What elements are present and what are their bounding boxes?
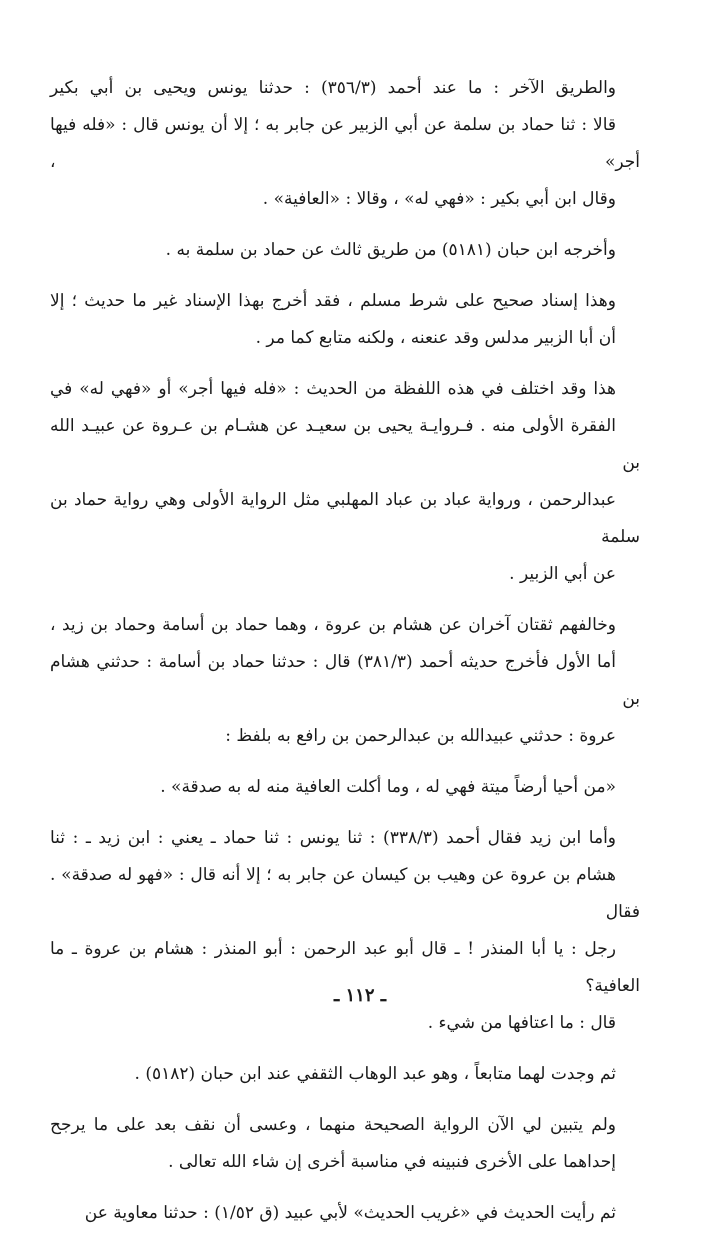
text-line: وهذا إسناد صحيح على شرط مسلم ، فقد أخرج بهذا الإسناد غير ما حديث ؛ إلا bbox=[50, 291, 616, 311]
text-line: رجل : يا أبا المنذر ! ـ قال أبو عبد الرحمن : أبو المنذر : هشام بن عروة ـ ما العافية؟ bbox=[50, 939, 640, 996]
text-line: قالا : ثنا حماد بن سلمة عن أبي الزبير عن جابر به ؛ إلا أن يونس قال : «فله فيها أجر» ، bbox=[50, 115, 640, 172]
paragraph-7 bbox=[50, 820, 640, 1042]
text-line: أما الأول فأخرج حديثه أحمد (٣٨١/٣) قال : حدثنا حماد بن أسامة : حدثني هشام بن bbox=[50, 652, 640, 709]
text-line: قال : ما اعتافها من شيء . bbox=[427, 1013, 616, 1033]
paragraph-6-quote bbox=[50, 769, 640, 806]
paragraph-8 bbox=[50, 1056, 640, 1093]
paragraph-4 bbox=[50, 371, 640, 593]
paragraph-3 bbox=[50, 283, 640, 357]
text-line: ولم يتبين لي الآن الرواية الصحيحة منهما ، وعسى أن نقف بعد على ما يرجح bbox=[50, 1115, 616, 1135]
text-line: وأخرجه ابن حبان (٥١٨١) من طريق ثالث عن حماد بن سلمة به . bbox=[165, 240, 616, 260]
text-line: وخالفهم ثقتان آخران عن هشام بن عروة ، وهما حماد بن أسامة وحماد بن زيد ، bbox=[50, 615, 616, 635]
body-text bbox=[50, 70, 640, 1246]
paragraph-5 bbox=[50, 607, 640, 755]
text-line: وقال ابن أبي بكير : «فهي له» ، وقالا : «العافية» . bbox=[262, 189, 616, 209]
text-line: أن أبا الزبير مدلس وقد عنعنه ، ولكنه متابع كما مر . bbox=[255, 328, 616, 348]
text-line: هشام بن عروة عن وهيب بن كيسان عن جابر به ؛ إلا أنه قال : «فهو له صدقة» . فقال bbox=[50, 865, 640, 922]
text-line: عن أبي الزبير . bbox=[509, 564, 616, 584]
text-line: عبدالرحمن ، ورواية عباد بن عباد المهلبي مثل الرواية الأولى وهي رواية حماد بن سلمة bbox=[50, 490, 640, 547]
paragraph-10 bbox=[50, 1195, 640, 1232]
text-line: الفقرة الأولى منه . فـروايـة يحيى بن سعيـد عن هشـام بن عـروة عن عبيـد الله بن bbox=[50, 416, 640, 473]
text-line: وأما ابن زيد فقال أحمد (٣٣٨/٣) : ثنا يونس : ثنا حماد ـ يعني : ابن زيد ـ : ثنا bbox=[50, 828, 617, 848]
text-line: هذا وقد اختلف في هذه اللفظة من الحديث : «فله فيها أجر» أو «فهي له» في bbox=[50, 379, 616, 399]
text-line: والطريق الآخر : ما عند أحمد (٣٥٦/٣) : حدثنا يونس ويحيى بن أبي بكير bbox=[50, 78, 616, 98]
text-line: «من أحيا أرضاً ميتة فهي له ، وما أكلت العافية منه له به صدقة» . bbox=[160, 777, 616, 797]
paragraph-1 bbox=[50, 70, 640, 218]
paragraph-9 bbox=[50, 1107, 640, 1181]
text-line: إحداهما على الأخرى فنبينه في مناسبة أخرى إن شاء الله تعالى . bbox=[168, 1152, 616, 1172]
text-line: ثم رأيت الحديث في «غريب الحديث» لأبي عبيد (ق ١/٥٢) : حدثنا معاوية عن bbox=[84, 1203, 616, 1223]
text-line: ثم وجدت لهما متابعاً ، وهو عبد الوهاب الثقفي عند ابن حبان (٥١٨٢) . bbox=[134, 1064, 616, 1084]
text-line: عروة : حدثني عبيدالله بن عبدالرحمن بن رافع به بلفظ : bbox=[225, 726, 616, 746]
page-number: ـ ١١٢ ـ bbox=[333, 985, 387, 1006]
paragraph-2 bbox=[50, 232, 640, 269]
